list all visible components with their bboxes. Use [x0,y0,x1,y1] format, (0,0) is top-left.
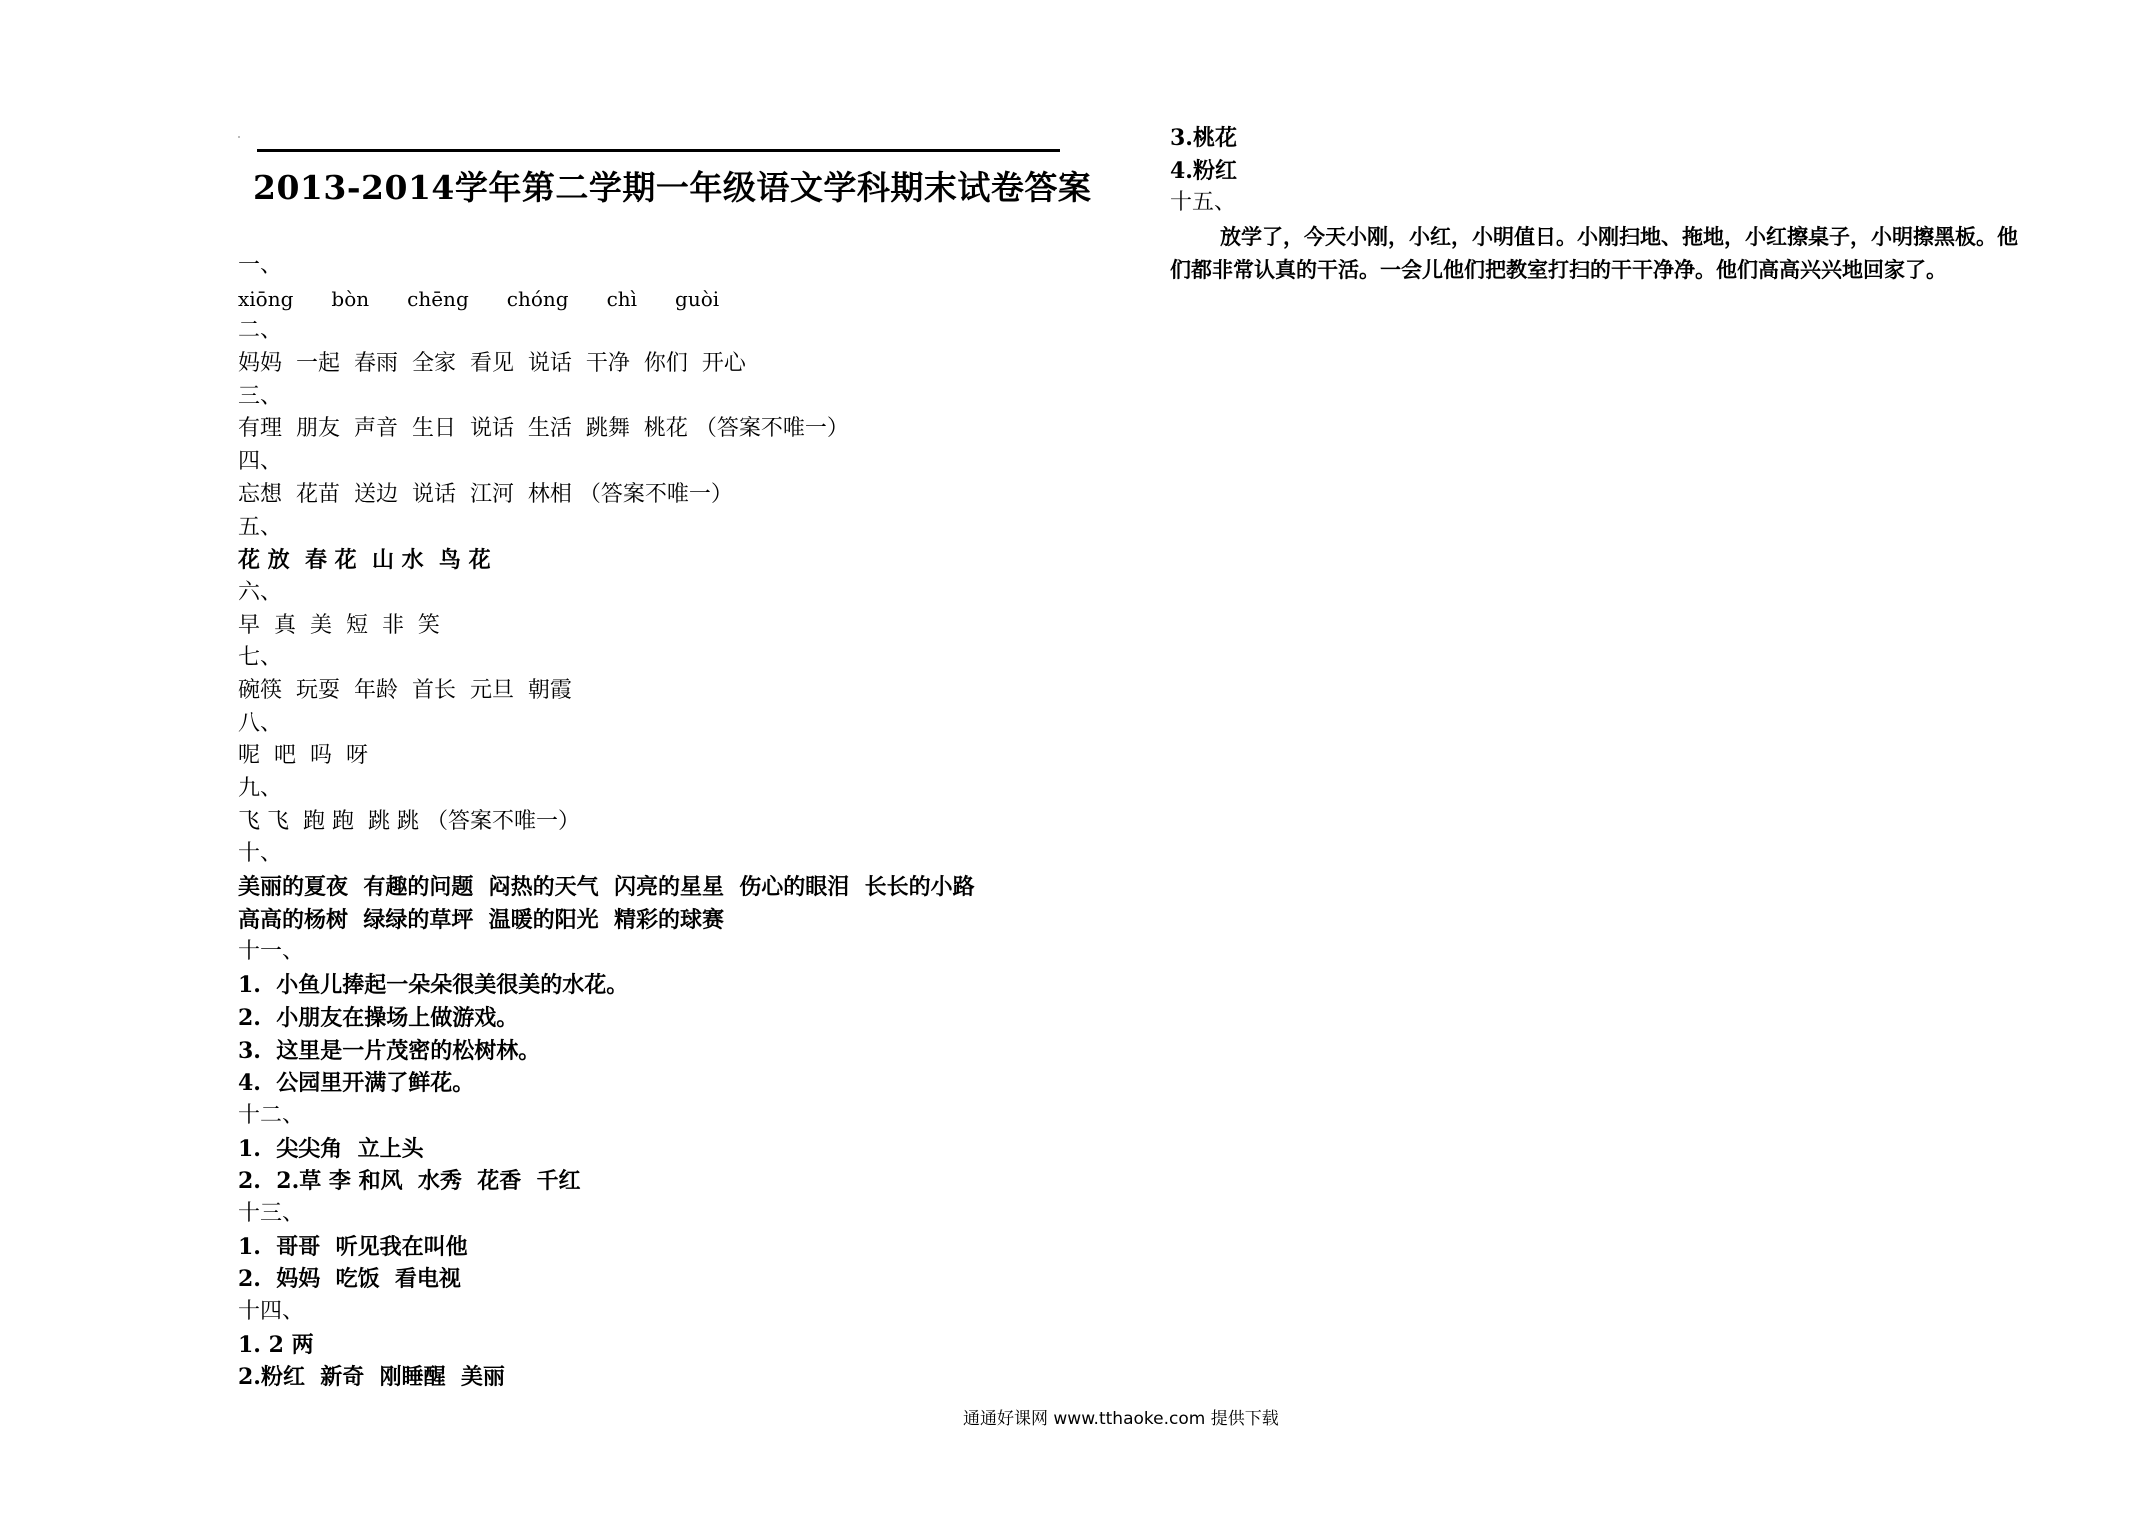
pinyin-item: guòi [675,286,720,311]
answer-line: 二、 [238,318,283,344]
answer-line: 2. 妈妈 吃饭 看电视 [238,1266,461,1293]
answer-line: 2.粉红 新奇 刚睡醒 美丽 [238,1364,505,1391]
right-column [1170,122,2120,286]
answer-line: 八、 [238,710,283,736]
page-title: 2013-2014学年第二学期一年级语文学科期末试卷答案 [253,168,1092,207]
pinyin-item: bòn [331,286,370,311]
answer-line: 高高的杨树 绿绿的草坪 温暖的阳光 精彩的球赛 [238,906,724,933]
pinyin-line [238,283,1088,316]
title-rule [257,149,1060,152]
answer-line: 4.粉红 [1170,157,1237,184]
pinyin-item: chēng [407,286,469,311]
answer-line: 十四、 [238,1299,305,1324]
answer-line: 十、 [238,841,283,867]
answer-line: 十二、 [238,1102,305,1128]
answer-line: 2. 小朋友在操场上做游戏。 [238,1004,519,1031]
answer-line: 3.桃花 [1170,125,1237,151]
answer-line: 三、 [238,383,283,409]
answer-line: 1. 尖尖角 立上头 [238,1135,424,1162]
answer-line: 美丽的夏夜 有趣的问题 闷热的天气 闪亮的星星 伤心的眼泪 长长的小路 [238,874,975,901]
answer-line: 十三、 [238,1200,305,1226]
answer-line: 七、 [238,645,283,671]
answer-line: 一、 [238,253,283,278]
answer-line: 有理 朋友 声音 生日 说话 生活 跳舞 桃花 （答案不唯一） [238,416,849,442]
pinyin-item: xiōng [238,286,294,311]
answer-line: 忘想 花苗 送边 说话 江河 林相 （答案不唯一） [238,481,733,507]
footer-text: 通通好课网 www.tthaoke.com 提供下载 [963,1409,1279,1429]
answer-line: 1. 哥哥 听见我在叫他 [238,1233,468,1260]
right-lines [1170,122,2120,220]
answer-line: 六、 [238,579,283,605]
answer-line: 1. 小鱼儿捧起一朵朵很美很美的水花。 [238,972,629,999]
answer-line: 十一、 [238,939,305,965]
answer-line: 飞 飞 跑 跑 跳 跳 （答案不唯一） [238,808,580,834]
pinyin-item: chì [606,286,638,311]
answer-paragraph: 放学了，今天小刚，小红，小明值日。小刚扫地、拖地，小红擦桌子，小明擦黑板。他们都非常认真的干活。一会儿他们把教室打扫的干干净净。他们高高兴兴地回家了。 [1170,224,2018,283]
left-column [238,250,1088,1394]
answer-line: 呢 吧 吗 呀 [238,743,368,769]
answer-line: 早 真 美 短 非 笑 [238,612,440,638]
corner-mark [238,136,240,138]
answer-line: 四、 [238,449,283,475]
answer-line: 4. 公园里开满了鲜花。 [238,1070,475,1097]
answer-line: 碗筷 玩耍 年龄 首长 元旦 朝霞 [238,677,572,703]
pinyin-item: chóng [506,286,569,311]
answer-line: 妈妈 一起 春雨 全家 看见 说话 干净 你们 开心 [238,351,746,377]
answer-line: 九、 [238,776,283,801]
answer-line: 花 放 春 花 山 水 鸟 花 [238,547,491,574]
answer-line: 3. 这里是一片茂密的松树林。 [238,1037,541,1064]
answer-line: 2. 2.草 李 和风 水秀 花香 千红 [238,1168,581,1195]
answer-line: 五、 [238,514,283,540]
answer-line: 1. 2 两 [238,1331,314,1358]
answer-line: 十五、 [1170,190,1237,216]
